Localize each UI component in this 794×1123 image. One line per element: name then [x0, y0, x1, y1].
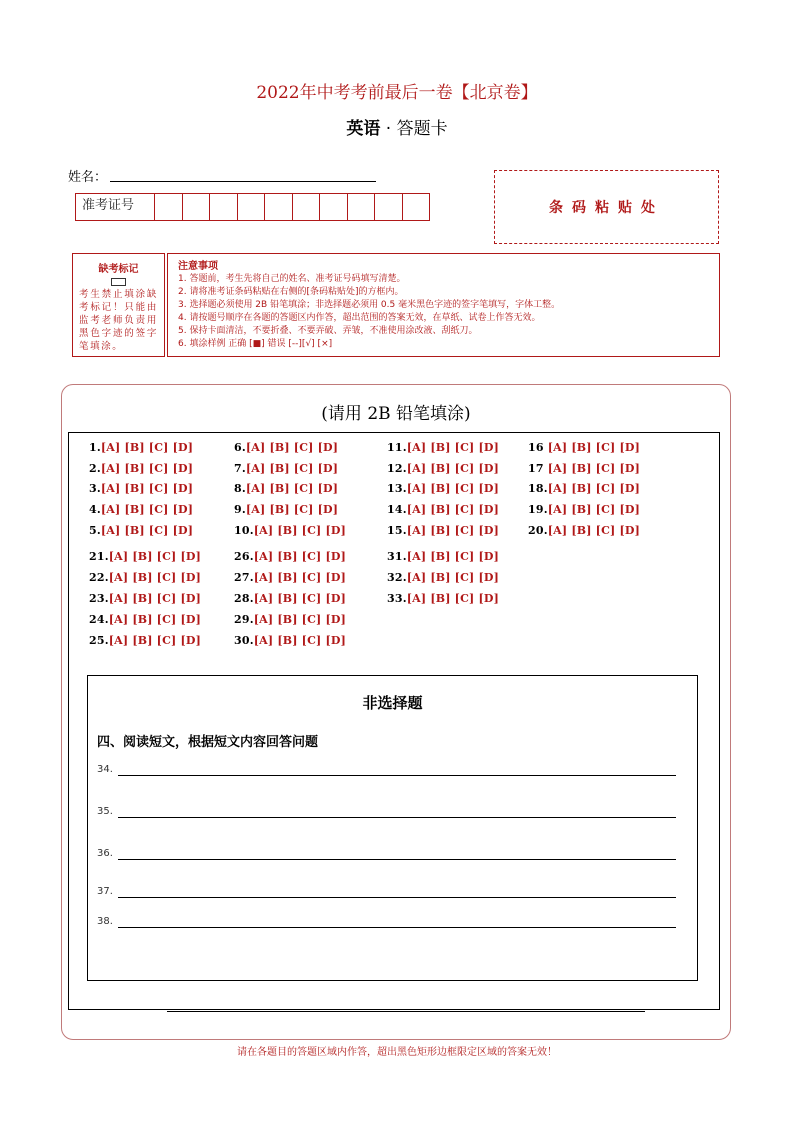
question-number: 14. — [387, 503, 407, 516]
answer-options[interactable]: [A] [B] [C] [D] — [245, 462, 339, 475]
question-number: 32. — [387, 571, 407, 584]
question-number: 13. — [387, 482, 407, 495]
question-1[interactable] — [89, 441, 193, 454]
question-number: 26. — [234, 550, 254, 563]
choice-heading: (请用 2B 铅笔填涂) — [321, 404, 471, 424]
answer-line-number: 35. — [97, 806, 113, 817]
answer-options[interactable]: [A] [B] [C] [D] — [100, 482, 194, 495]
question-21[interactable] — [89, 550, 201, 563]
absent-mark-title: 缺考标记 — [98, 264, 139, 275]
answer-options[interactable]: [A] [B] [C] [D] — [108, 571, 202, 584]
answer-line-number: 34. — [97, 764, 113, 775]
answer-options[interactable]: [A] [B] [C] [D] — [108, 634, 202, 647]
question-number: 24. — [89, 613, 109, 626]
question-number: 1. — [89, 441, 101, 454]
note-item: 6. 填涂样例 正确 [■] 错误 [--][√] [×] — [178, 339, 333, 349]
answer-underline[interactable] — [118, 775, 676, 776]
note-item: 3. 选择题必须使用 2B 铅笔填涂；非选择题必须用 0.5 毫米黑色字迹的签字笔填写，字体工整。 — [178, 300, 561, 310]
question-number: 8. — [234, 482, 246, 495]
answer-options[interactable]: [A] [B] [C] [D] — [100, 441, 194, 454]
question-12[interactable] — [387, 462, 499, 475]
question-22[interactable] — [89, 571, 201, 584]
exam-id-cell[interactable] — [265, 194, 293, 220]
question-number: 29. — [234, 613, 254, 626]
answer-options[interactable]: [A] [B] [C] [D] — [253, 613, 347, 626]
question-4[interactable] — [89, 503, 193, 516]
question-number: 23. — [89, 592, 109, 605]
question-14[interactable] — [387, 503, 499, 516]
divider — [167, 1011, 645, 1012]
question-number: 21. — [89, 550, 109, 563]
note-item: 2. 请将准考证条码粘贴在右侧的[条码粘贴处]的方框内。 — [178, 287, 404, 297]
question-number: 19. — [528, 503, 548, 516]
answer-options[interactable]: [A] [B] [C] [D] — [547, 462, 641, 475]
answer-line-number: 38. — [97, 916, 113, 927]
question-6[interactable] — [234, 441, 338, 454]
name-field[interactable] — [110, 181, 376, 182]
question-number: 11. — [387, 441, 407, 454]
question-number: 7. — [234, 462, 246, 475]
answer-options[interactable]: [A] [B] [C] [D] — [108, 613, 202, 626]
notes-box — [167, 253, 720, 357]
answer-options[interactable]: [A] [B] [C] [D] — [406, 524, 500, 537]
answer-options[interactable]: [A] [B] [C] [D] — [406, 482, 500, 495]
question-number: 16 — [528, 441, 548, 454]
question-number: 5. — [89, 524, 101, 537]
question-number: 22. — [89, 571, 109, 584]
answer-options[interactable]: [A] [B] [C] [D] — [547, 482, 641, 495]
answer-options[interactable]: [A] [B] [C] [D] — [253, 524, 347, 537]
question-30[interactable] — [234, 634, 346, 647]
question-number: 15. — [387, 524, 407, 537]
question-3[interactable] — [89, 482, 193, 495]
footer-warning: 请在各题目的答题区域内作答，超出黑色矩形边框限定区域的答案无效！ — [237, 1047, 557, 1058]
question-number: 4. — [89, 503, 101, 516]
answer-line-38[interactable] — [97, 916, 113, 927]
question-number: 3. — [89, 482, 101, 495]
question-33[interactable] — [387, 592, 499, 605]
question-number: 27. — [234, 571, 254, 584]
subtitle — [0, 114, 794, 139]
question-15[interactable] — [387, 524, 499, 537]
question-number: 28. — [234, 592, 254, 605]
answer-options[interactable]: [A] [B] [C] [D] — [100, 524, 194, 537]
exam-id-cell[interactable] — [375, 194, 403, 220]
question-29[interactable] — [234, 613, 346, 626]
answer-underline[interactable] — [118, 817, 676, 818]
subject-label: 英语 — [346, 119, 381, 139]
question-19[interactable] — [528, 503, 640, 516]
exam-id-cell[interactable] — [210, 194, 238, 220]
answer-options[interactable]: [A] [B] [C] [D] — [253, 634, 347, 647]
answer-options[interactable]: [A] [B] [C] [D] — [245, 441, 339, 454]
question-number: 31. — [387, 550, 407, 563]
question-7[interactable] — [234, 462, 338, 475]
question-5[interactable] — [89, 524, 193, 537]
card-label: 答题卡 — [396, 119, 448, 139]
answer-options[interactable]: [A] [B] [C] [D] — [406, 571, 500, 584]
question-20[interactable] — [528, 524, 640, 537]
answer-line-36[interactable] — [97, 848, 113, 859]
absent-mark-desc: 考生禁止填涂缺考标记！只能由监考老师负责用黑色字迹的签字笔填涂。 — [79, 289, 158, 352]
answer-underline[interactable] — [118, 859, 676, 860]
question-24[interactable] — [89, 613, 201, 626]
exam-id-cell[interactable] — [403, 194, 430, 220]
question-2[interactable] — [89, 462, 193, 475]
answer-line-number: 37. — [97, 886, 113, 897]
question-number: 17 — [528, 462, 548, 475]
question-number: 2. — [89, 462, 101, 475]
answer-options[interactable]: [A] [B] [C] [D] — [547, 441, 641, 454]
question-10[interactable] — [234, 524, 346, 537]
answer-options[interactable]: [A] [B] [C] [D] — [100, 503, 194, 516]
question-number: 9. — [234, 503, 246, 516]
question-31[interactable] — [387, 550, 499, 563]
answer-options[interactable]: [A] [B] [C] [D] — [245, 482, 339, 495]
answer-options[interactable]: [A] [B] [C] [D] — [547, 524, 641, 537]
answer-options[interactable]: [A] [B] [C] [D] — [245, 503, 339, 516]
answer-line-35[interactable] — [97, 806, 113, 817]
question-26[interactable] — [234, 550, 346, 563]
question-28[interactable] — [234, 592, 346, 605]
answer-options[interactable]: [A] [B] [C] [D] — [406, 462, 500, 475]
notes-title: 注意事项 — [178, 261, 218, 272]
question-number: 12. — [387, 462, 407, 475]
question-number: 30. — [234, 634, 254, 647]
answer-line-number: 36. — [97, 848, 113, 859]
answer-options[interactable]: [A] [B] [C] [D] — [406, 550, 500, 563]
name-label: 姓名： — [68, 170, 108, 185]
question-9[interactable] — [234, 503, 338, 516]
question-23[interactable] — [89, 592, 201, 605]
answer-options[interactable]: [A] [B] [C] [D] — [253, 571, 347, 584]
nonchoice-question: 四、阅读短文，根据短文内容回答问题 — [97, 735, 319, 750]
exam-id-cell[interactable] — [155, 194, 183, 220]
question-17[interactable] — [528, 462, 640, 475]
exam-id-row — [75, 193, 430, 221]
question-11[interactable] — [387, 441, 499, 454]
note-item: 5. 保持卡面清洁，不要折叠、不要弄破、弄皱，不准使用涂改液、刮纸刀。 — [178, 326, 478, 336]
exam-id-cell[interactable] — [320, 194, 348, 220]
answer-underline[interactable] — [118, 927, 676, 928]
question-32[interactable] — [387, 571, 499, 584]
answer-options[interactable]: [A] [B] [C] [D] — [108, 592, 202, 605]
answer-line-34[interactable] — [97, 764, 113, 775]
question-number: 6. — [234, 441, 246, 454]
answer-options[interactable]: [A] [B] [C] [D] — [406, 503, 500, 516]
question-number: 18. — [528, 482, 548, 495]
question-16[interactable] — [528, 441, 640, 454]
exam-id-cell[interactable] — [238, 194, 266, 220]
question-number: 33. — [387, 592, 407, 605]
question-number: 20. — [528, 524, 548, 537]
note-item: 4. 请按题号顺序在各题的答题区内作答，超出范围的答案无效，在草纸、试卷上作答无效。 — [178, 313, 541, 323]
answer-underline[interactable] — [118, 897, 676, 898]
answer-options[interactable]: [A] [B] [C] [D] — [253, 550, 347, 563]
answer-options[interactable]: [A] [B] [C] [D] — [100, 462, 194, 475]
question-8[interactable] — [234, 482, 338, 495]
answer-options[interactable]: [A] [B] [C] [D] — [406, 592, 500, 605]
nonchoice-title: 非选择题 — [362, 694, 423, 712]
question-27[interactable] — [234, 571, 346, 584]
subtitle-separator: · — [385, 119, 392, 139]
question-25[interactable] — [89, 634, 201, 647]
barcode-area: 条码粘贴处 — [494, 170, 719, 244]
page-title: 2022年中考考前最后一卷【北京卷】 — [256, 83, 538, 103]
note-item: 1. 答题前，考生先将自己的姓名、准考证号码填写清楚。 — [178, 274, 406, 284]
absent-mark-checkbox[interactable] — [111, 278, 126, 286]
answer-options[interactable]: [A] [B] [C] [D] — [108, 550, 202, 563]
question-number: 10. — [234, 524, 254, 537]
answer-options[interactable]: [A] [B] [C] [D] — [253, 592, 347, 605]
question-number: 25. — [89, 634, 109, 647]
absent-mark-box — [72, 253, 165, 357]
exam-id-label: 准考证号 — [76, 194, 155, 220]
exam-id-cell[interactable] — [293, 194, 321, 220]
answer-line-37[interactable] — [97, 886, 113, 897]
question-18[interactable] — [528, 482, 640, 495]
exam-id-cell[interactable] — [348, 194, 376, 220]
answer-options[interactable]: [A] [B] [C] [D] — [547, 503, 641, 516]
exam-id-cell[interactable] — [183, 194, 211, 220]
question-13[interactable] — [387, 482, 499, 495]
nonchoice-box — [87, 675, 698, 981]
answer-options[interactable]: [A] [B] [C] [D] — [406, 441, 500, 454]
